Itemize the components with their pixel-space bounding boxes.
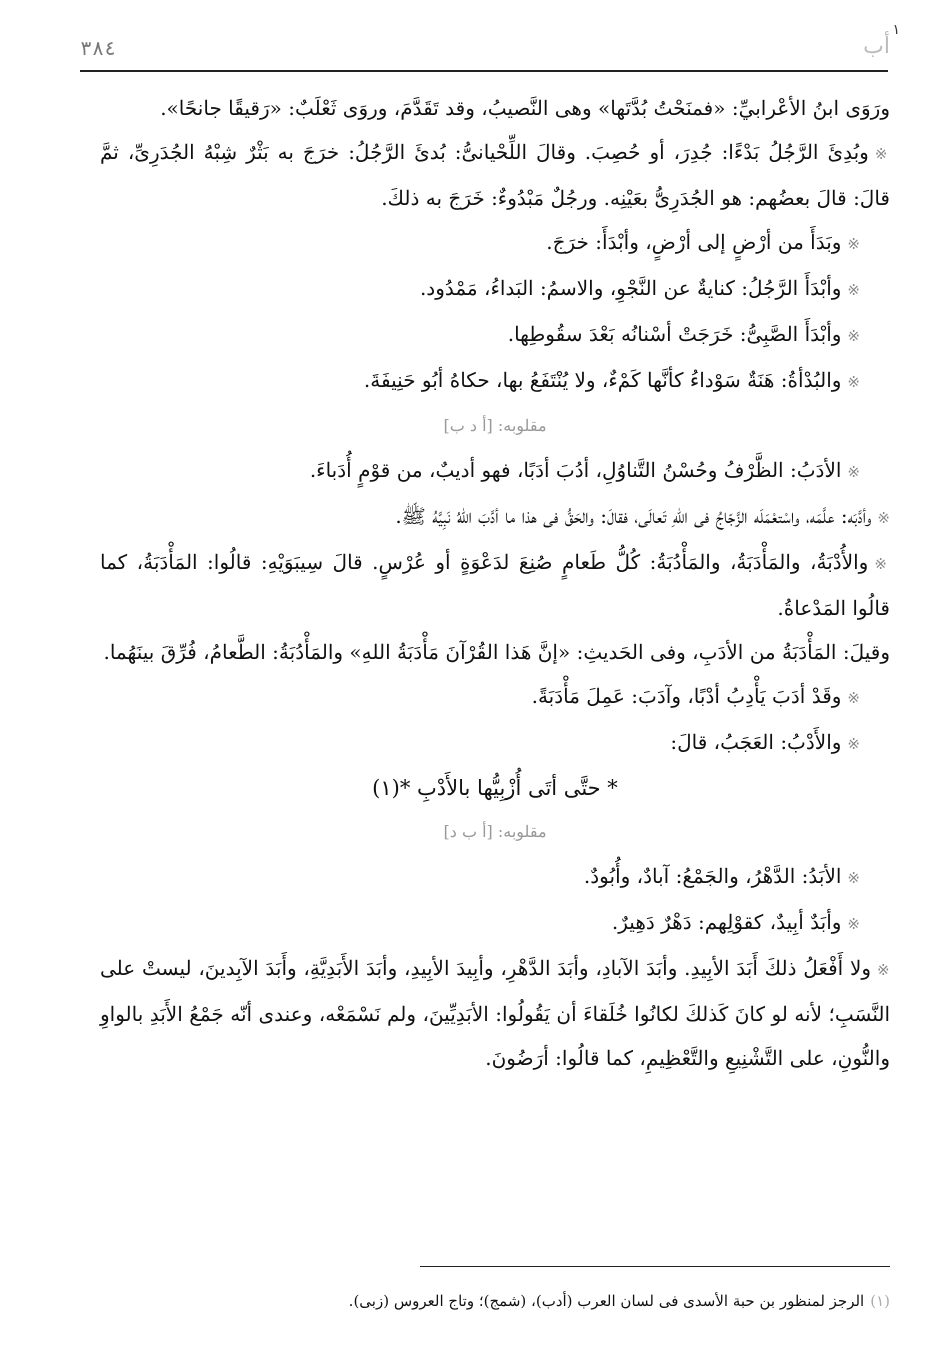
paragraph-12: ※والأَدْبُ: العَجَبُ، قالَ: bbox=[670, 730, 860, 754]
asterisk-icon: ※ bbox=[874, 145, 890, 163]
footnote-rule bbox=[420, 1266, 890, 1267]
paragraph-11: ※وقَدْ أدَبَ يَأْدِبُ أدْبًا، وآدَبَ: عَمِلَ مَأْدَبَةً. bbox=[531, 684, 860, 708]
footnote-text: الرجز لمنظور بن حبة الأسدى فى لسان العرب (أدب)، (شمج)؛ وتاج العروس (زبى). bbox=[348, 1292, 865, 1310]
section-heading: مقلوبه: [أ ب د] bbox=[443, 822, 547, 841]
paragraph-1: ورَوَى ابنُ الأعْرابيِّ: «فمنَحْتُ بُدَّتَها» وهى النَّصيبُ، وقد تَقَدَّمَ، وروَى ثَعْلَبٌ: «رَقيقًا جانحًا». bbox=[160, 96, 890, 120]
paragraph-7: ※الأدَبُ: الظَّرْفُ وحُسْنُ التَّناوُلِ، أدُبَ أدَبًا، فهو أديبٌ، من قوْمٍ أُدَباءَ. bbox=[309, 458, 860, 482]
paragraph-8: ※وأدَّبَه: علَّمَه، واسْتعْمَلَه الزَّجّاجُ فى اللهِ تَعالَى، فقالَ: والحَقُّ فى هذا ما أدَّبَ اللهُ نَبِيَّهُ ﷺ. bbox=[395, 504, 890, 528]
verse-line: * حتَّى أتَى أُزْبِيُّها بالأَدْبِ *(١) bbox=[372, 776, 618, 800]
page-header bbox=[80, 22, 900, 68]
asterisk-icon: ※ bbox=[877, 961, 891, 979]
paragraph-10: وقيلَ: المَأْدَبَةُ من الأدَبِ، وفى الحَديثِ: «إنَّ هَذا القُرْآنَ مَأْدَبَةُ اللهِ» والمَأْدُبَةُ: الطَّعامُ، فُرِّقَ بينَهُما. bbox=[103, 640, 890, 664]
paragraph-2: ※وبُدِئَ الرَّجُلُ بَدْءًا: جُدِرَ، أو حُصِبَ. وقالَ اللِّحْيانىُّ: بُدئَ الرَّجُلُ: خرَجَ به بَثْرٌ شِبْهُ الجُدَرِىِّ، ثمَّ قالَ: قالَ بعضُهم: هو الجُدَرِىُّ بعَيْنِه. ورجُلٌ مَبْدُوءٌ: خَرَجَ به ذلكَ. bbox=[100, 140, 890, 210]
footnote bbox=[100, 1290, 890, 1312]
asterisk-icon: ※ bbox=[877, 509, 890, 527]
paragraph-5: ※وأبْدَأَ الصَّبِىُّ: خَرَجَتْ أسْنانُه بَعْدَ سقُوطِها. bbox=[507, 322, 860, 346]
asterisk-icon: ※ bbox=[847, 869, 860, 887]
paragraph-6: ※والبُدْأةُ: هَنَةٌ سَوْداءُ كأنَّها كَمْءٌ، ولا يُنْتَفَعُ بها، حكاهُ أبُو حَنِيفَةَ. bbox=[363, 368, 860, 392]
paragraph-13: ※الأبَدُ: الدَّهْرُ، والجَمْعُ: آبادٌ، وأُبُودٌ. bbox=[583, 864, 860, 888]
paragraph-3: ※وبَدَأَ من أرْضٍ إلى أرْضٍ، وأبْدَأَ: خرَجَ. bbox=[546, 230, 860, 254]
main-text bbox=[100, 86, 890, 1080]
asterisk-icon: ※ bbox=[847, 463, 860, 481]
footnote-number: (١) bbox=[870, 1292, 890, 1310]
paragraph-15: ※ولا أَفْعَلُ ذلكَ أَبَدَ الأبِيدِ. وأبَدَ الآبادِ، وأبَدَ الدَّهْرِ، وأبِيدَ الأبِيدِ، وأبَدَ الأَبَدِيَّةِ، وأَبَدَ الآبِدينَ، ليستْ على النَّسَبِ؛ لأنه لو كانَ كَذلكَ لكانُوا خُلَقاءَ أن يَقُولُوا: الأبَدِيِّينَ، ولم نَسْمَعْه، وعندى أنّه جَمْعُ الأَبَدِ بالواوِ والنُّونِ، على التَّشْنِيعِ والتَّعْظِيمِ، كما قالُوا: أرَضُونَ. bbox=[100, 956, 891, 1070]
section-heading: مقلوبه: [أ د ب] bbox=[443, 416, 547, 435]
asterisk-icon: ※ bbox=[847, 327, 860, 345]
page-number: ٣٨٤ bbox=[80, 36, 117, 60]
running-head: أب bbox=[863, 34, 890, 59]
asterisk-icon: ※ bbox=[847, 735, 860, 753]
asterisk-icon: ※ bbox=[847, 281, 860, 299]
header-rule bbox=[80, 70, 888, 72]
paragraph-4: ※وأبْدَأَ الرَّجُلُ: كنايةٌ عن النَّجْوِ، والاسمُ: البَداءُ، مَمْدُود. bbox=[419, 276, 860, 300]
paragraph-14: ※وأبَدٌ أبِيدٌ، كقوْلِهم: دَهْرٌ دَهِيرٌ. bbox=[611, 910, 860, 934]
paragraph-9: ※والأُدْبَةُ، والمَأْدَبَةُ، والمَأْدُبَةُ: كُلُّ طَعامٍ صُنِعَ لدَعْوَةٍ أو عُرْسٍ. قالَ سِيبَوَيْهِ: قالُوا: المَأْدَبَةُ، كما قالُوا المَدْعاةُ. bbox=[100, 550, 890, 620]
corner-mark: ١ bbox=[892, 22, 900, 38]
asterisk-icon: ※ bbox=[847, 915, 860, 933]
asterisk-icon: ※ bbox=[847, 235, 860, 253]
asterisk-icon: ※ bbox=[847, 373, 860, 391]
asterisk-icon: ※ bbox=[847, 689, 860, 707]
asterisk-icon: ※ bbox=[874, 555, 890, 573]
